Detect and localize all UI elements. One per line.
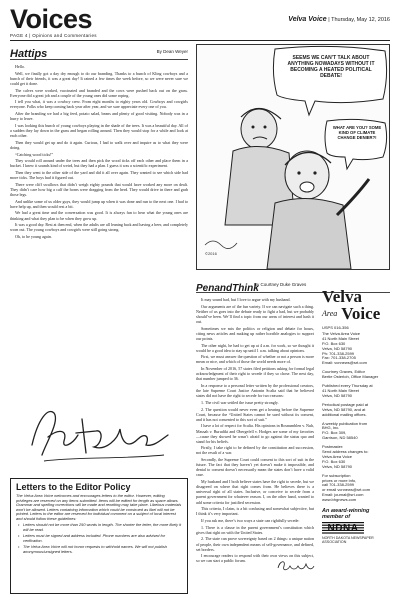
article-paragraph: The calves were worked, vaccinated and branded and the cows were pushed back out on the grass. Everyone did a great job and a couple of the young ones did some roping. <box>10 87 188 98</box>
article-paragraph: After the branding we had a big feed, potato salad, beans and plenty of good visiting. Nobody was in a hurry to leave. <box>10 111 188 122</box>
article-paragraph: It may sound bad, but I love to argue with my husband. <box>201 297 291 302</box>
staff-block <box>322 370 390 380</box>
article-paragraph: Secondly, the Supreme Court could consent to this sort of suit in the future. The fact that they haven’t yet doesn’t make it impossible, and denial to consent doesn’t necessarily mean the states don’t have a valid case. <box>196 457 314 478</box>
article-paragraph: We had a great time and the conversation was good. It is always fun to hear what the young ones are thinking and what they plan to be when they grow up. <box>10 210 188 221</box>
policy-item: • Letters should not be more than 250 words in length. The shorter the letter, the more likely it will be read. <box>19 523 182 532</box>
logo-line2 <box>322 305 390 322</box>
article-paragraph: This criteria, I claim, is a bit confusing and somewhat subjective, but I think it’s very important. <box>196 506 314 517</box>
info-line: Garrison, ND 58540 <box>322 435 358 441</box>
article-paragraph: Our arguments are of the fun variety. If we can navigate such a thing. Neither of us goes into the debate ready to fight a bad, but we probably should’ve been. We’ll find a topic from our areas of interest and hash it out. <box>196 303 314 324</box>
article-paragraph: Then they went to the other side of the yard and did it all over again. They wanted to see which side had more ticks. The boys had it figured out. <box>10 170 188 181</box>
letters-policy-intro: The Velva Area Voice welcomes and encourages letters to the editor. However, editing privileges are reserved on any items submitted. Items will be edited for length as space allows. Grammar and spelling corrections will be made and rewriting may take place. Libelous materials won’t be allowed. Letters containing information which could be construed as libel will not be printed. Letters to the editor are reserved for individual comment on a subject of local interest and should follow these guidelines: <box>16 493 182 521</box>
logo-voice: Voice <box>341 304 381 323</box>
penandthink-title: PenandThink <box>196 283 259 294</box>
article-paragraph: I encourage readers to respond with their own views on this subject, so we can start a public forum. <box>196 553 314 564</box>
header-rule <box>10 40 390 41</box>
info-line: Velva Area Voice <box>322 453 353 459</box>
article-paragraph: I was looking this bunch of young cowboys playing in the shade of the trees. It was a beautiful day. All of a sudden they lay down in the grass and began rolling around. Then they would stop for a while and look at each other. <box>10 122 188 139</box>
article-paragraph: Sometimes we mix the politics or religion and debate for hours, citing news articles and making up rather horrible analogies to support our points. <box>196 325 314 341</box>
award-tagline: An award-winning member of <box>322 508 370 521</box>
info-line: Velva, ND 58790 <box>322 463 353 469</box>
section-title: Voices <box>10 4 93 34</box>
article-paragraph: There were cliff swallows that didn’t weigh eighty pounds that would have worked any more on dealt. They didn’t care how big a calf the horns were dragging from the herd. They would drive in there and grab those legs. <box>10 181 188 197</box>
article-paragraph: They would roll around under the trees and then pick the wood ticks off each other and place them in a bucket. I knew it sounds kind of weird, but they had a plan. I guess it was a scientific experiment. <box>10 158 188 169</box>
article-paragraph: Firstly, I take right to be defined by the constitution and succession, not the result of a war. <box>196 445 314 456</box>
penandthink-byline: By Courtney Duke Graves <box>254 282 307 287</box>
cartoon-caption-top: SEEMS WE CAN’T TALK ABOUT ANYTHING NOWADAYS WITHOUT IT BECOMING A HEATED POLITICAL DEBATE! <box>287 55 375 79</box>
publication-sidebar <box>322 288 390 594</box>
letters-policy-box <box>10 478 188 594</box>
info-line: P.O. Box 309, <box>322 430 347 436</box>
handwritten-signature <box>24 399 174 469</box>
logo-line1: Velva <box>322 287 362 306</box>
article-paragraph: And unlike some of us older guys, they would jump up when it was done and run to the next one. I had to have help up, and then would rest a bit. <box>10 198 188 209</box>
article-paragraph: 2. The state can prove sovereignty based on 2 things: a unique nation of people, their own independent means of self-governance, and defined, set borders. <box>196 536 314 552</box>
article-paragraph: In a response to a personal letter written by the professional creators, the late Supreme Court Justice Antonin Scalia said that he believed states did not have the right to secede for two reasons: <box>196 382 314 399</box>
author-signature <box>276 558 316 574</box>
letters-policy-list <box>19 523 182 554</box>
usps-number: USPS 016-356 <box>322 325 349 330</box>
info-line: Velva, ND 58790, and at <box>322 406 366 412</box>
contact-line: Fax: 701-338-2705 <box>322 355 356 361</box>
issue-date: | Thursday, May 12, 2016 <box>328 17 390 23</box>
info-line: P.O. Box 630 <box>322 458 346 464</box>
article-paragraph: My husband and I both believe states have the right to secede, but we disagreed on where that right comes from. He believes there is a universal right of all states. Inclusive, or conceive to secede from a parent government for whatever reason. I, on the other hand, wanted to add some criteria for justified secession. <box>196 479 314 505</box>
logo-area: Area <box>322 309 338 318</box>
staff-line: Courtney Graves, Editor <box>322 369 365 375</box>
article-paragraph: I tell you what, it was a cowboy crew. From eight months to eighty years old. Cowboys and cowgirls everyone. Folks who keep coming back year after year, and we sure appreciate every one of you. <box>10 99 188 110</box>
ndna-wordmark: NDNA <box>327 523 359 535</box>
staff-line: Bertie Osterloh, Office Manager <box>322 374 379 380</box>
article-paragraph: It was a good day. Rest at then end, when the adults are all leaning back and having a beer, and completely worn out. The young cowboys and cowgirls were still going strong. <box>10 222 188 233</box>
info-line: BHG, Inc. <box>322 425 340 431</box>
page-line: PAGE 4 | Opinions and Commentaries <box>10 33 97 38</box>
article-paragraph: Oh, to be young again. <box>15 234 52 240</box>
email-link[interactable]: Email: vcnnews@srt.com <box>322 360 367 366</box>
hattips-header <box>10 44 188 60</box>
info-line: A weekly publication from <box>322 420 368 426</box>
info-line: Send address changes to: <box>322 449 369 455</box>
policy-item: • The Velva Area Voice will not honor requests to withhold names. We will not publish anonymous/unsigned letters. <box>19 545 182 554</box>
info-line: call 701-338-2599 <box>322 482 355 488</box>
article-paragraph: First, we must answer the question of whether or not a person is more mean or nice, and which of those the world needs more of. <box>196 354 314 365</box>
info-line: Periodical postage paid at <box>322 401 369 407</box>
info-line: prices or more info, <box>322 477 357 483</box>
hattips-body <box>10 64 188 239</box>
contact-line: P.O. Box 630 <box>322 340 346 346</box>
hattips-title: Hattips <box>10 48 48 60</box>
ndna-member-line: NORTH DAKOTA NEWSPAPER ASSOCIATION <box>322 536 374 545</box>
article-paragraph: In November of 2016, 57 states filed petitions asking for formal legal acknowledgment of their right to secede if they so chose. The next day, that number jumped to 36. <box>196 366 314 382</box>
email-link[interactable]: or email vcnnews@srt.com <box>322 487 371 493</box>
brand-name: Velva Voice <box>288 16 327 23</box>
ndna-logo <box>322 522 390 536</box>
postmaster-block <box>322 445 390 470</box>
letters-policy-title: Letters to the Editor Policy <box>16 482 131 492</box>
info-line: Postmaster: <box>322 444 344 450</box>
cartoon-caption-right: WHAT ARE YOU? SOME KIND OF CLIMATE CHANGE DENIER?! <box>332 125 382 140</box>
article-paragraph: 1. The civil war settled the issue pretty strongly. <box>201 399 279 405</box>
contact-line: Velva, ND 58790 <box>322 345 353 351</box>
hattips-byline: By Dean Weyer <box>156 49 188 54</box>
info-line: Velva, ND 58790 <box>322 392 353 398</box>
contact-line: Ph: 701-338-2599 <box>322 350 355 356</box>
contact-line: The Velva Area Voice <box>322 330 361 336</box>
periodical-block <box>322 403 390 418</box>
website-link[interactable]: www.bhgnews.com <box>322 497 357 503</box>
article-paragraph: I have a lot of respect for Scalia. His opinions in Bosnumblen v. Nuh, Massah v. Burudikt and Obergefell v. Hodges are some of my favorites—cause they showed he wasn’t afraid to go against the status quo and stand for his beliefs. <box>196 423 314 444</box>
letters-policy-body <box>16 494 182 554</box>
info-line: additional mailing offices. <box>322 411 367 417</box>
info-line: Published every Thursday at <box>322 383 373 389</box>
hattips-column <box>10 44 188 475</box>
masthead <box>10 4 390 34</box>
penandthink-body <box>196 297 314 593</box>
subscribe-block <box>322 474 390 503</box>
article-paragraph: Then they would get up and do it again. Curious, I had to walk over and inquire as to what they were doing. <box>10 139 188 150</box>
email-link[interactable]: Email: journal@srt.com <box>322 492 364 498</box>
edition-line <box>288 16 390 23</box>
article-paragraph: The other night, he had to get up at 4 a.m. for work, so we thought it would be a good idea to stay up until 1 a.m. talking about opinions. <box>196 342 314 353</box>
cartoon-credit: ©2016 <box>205 251 217 256</box>
article-paragraph: If you ask me, there’s two ways a state can rightfully secede: <box>201 517 300 523</box>
policy-item: • Letters must be signed and address included. Phone numbers are also advised for verification. <box>19 534 182 543</box>
info-line: For subscription <box>322 472 351 478</box>
contact-block <box>322 332 390 366</box>
info-line: 41 North Main Street <box>322 387 359 393</box>
article-paragraph: 1. There is a clause in the parent government’s constitution which gives that right on with the United States. <box>196 524 314 535</box>
published-block <box>322 384 390 399</box>
article-paragraph: 2. The question would never even get a hearing before the Supreme Court, because the “United States cannot be sued without its consent, and it has not consented to this sort of suit.” <box>196 406 314 422</box>
contact-line: 41 North Main Street <box>322 335 359 341</box>
article-paragraph: “Catching wood ticks!” <box>15 151 54 157</box>
editorial-cartoon <box>196 44 390 270</box>
article-paragraph: Well, we finally got a day dry enough to do our branding. Thanks to a bunch of Kling cowboys and a bunch of their friends, it was a great day! It rained a few times the week before, so we were never sure we could get it done. <box>10 70 188 86</box>
article-paragraph: Hello. <box>15 64 26 69</box>
publisher-block <box>322 422 390 442</box>
